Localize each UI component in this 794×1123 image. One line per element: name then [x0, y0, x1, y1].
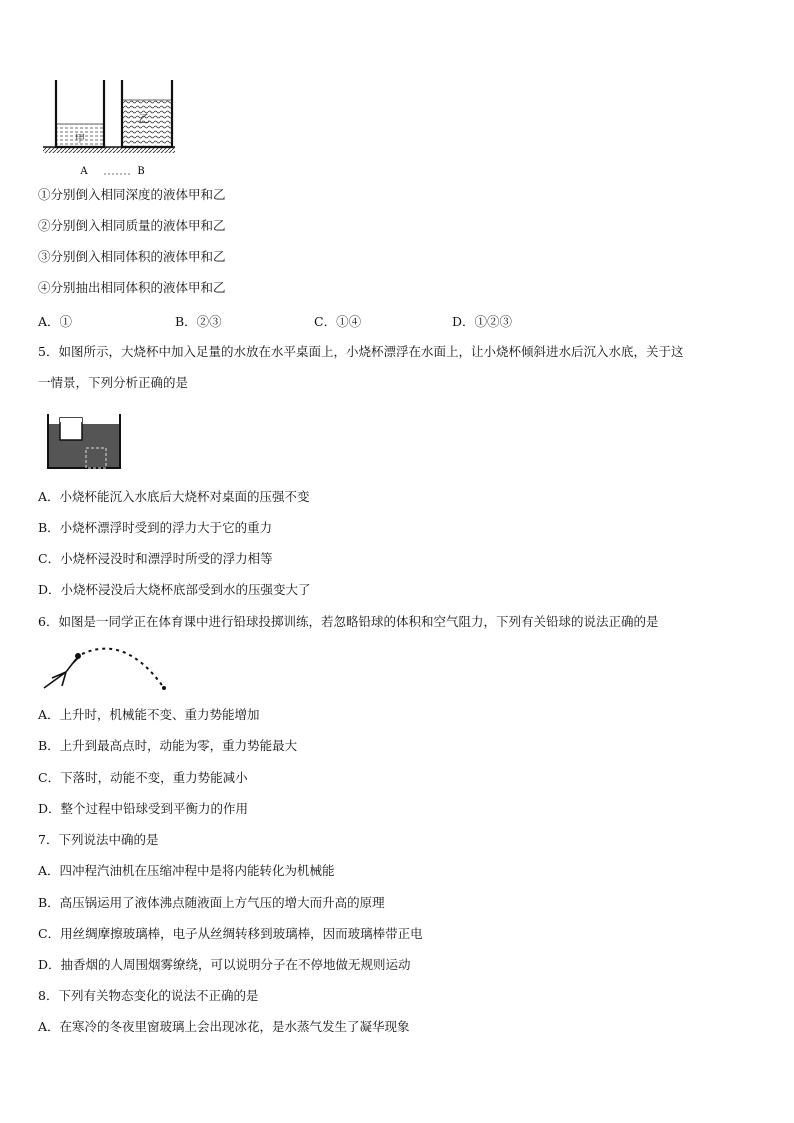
trajectory [82, 649, 164, 688]
q4-option-b[interactable]: B．②③ [175, 314, 222, 329]
liquid-b-label: 乙 [138, 112, 150, 125]
q6-option-d[interactable]: D．整个过程中铅球受到平衡力的作用 [38, 801, 249, 816]
q7-option-b[interactable]: B．高压锅运用了液体沸点随液面上方气压的增大而升高的原理 [38, 895, 385, 910]
q5-stem-line2: 一情景，下列分析正确的是 [38, 375, 189, 390]
q7-option-c[interactable]: C．用丝绸摩擦玻璃棒，电子从丝绸转移到玻璃棒，因而玻璃棒带正电 [38, 926, 423, 941]
beaker-figure [44, 410, 124, 472]
q6-option-c[interactable]: C．下落时，动能不变，重力势能减小 [38, 770, 248, 785]
liquid-a-label: 甲 [75, 134, 85, 145]
q4-option-a[interactable]: A．① [38, 314, 73, 329]
label-a: A [80, 166, 88, 177]
q8-option-a[interactable]: A．在寒冷的冬夜里窗玻璃上会出现冰花，是水蒸气发生了凝华现象 [38, 1019, 410, 1034]
q7-stem: 7．下列说法中确的是 [38, 832, 159, 847]
containers-figure [40, 74, 180, 178]
q4-item-3: ③分别倒入相同体积的液体甲和乙 [38, 249, 226, 264]
q4-option-c[interactable]: C．①④ [314, 314, 362, 329]
q5-option-c[interactable]: C．小烧杯浸没时和漂浮时所受的浮力相等 [38, 551, 273, 566]
label-b: B [137, 166, 145, 177]
q6-option-b[interactable]: B．上升到最高点时，动能为零，重力势能最大 [38, 738, 298, 753]
q4-item-2: ②分别倒入相同质量的液体甲和乙 [38, 218, 226, 233]
q7-option-a[interactable]: A．四冲程汽油机在压缩冲程中是将内能转化为机械能 [38, 863, 335, 878]
q4-item-1: ①分别倒入相同深度的液体甲和乙 [38, 187, 226, 202]
q4-option-d[interactable]: D．①②③ [452, 314, 513, 329]
q6-stem: 6．如图是一同学正在体育课中进行铅球投掷训练，若忽略铅球的体积和空气阻力，下列有关铅球的说法正确的是 [38, 614, 659, 629]
q5-option-d[interactable]: D．小烧杯浸没后大烧杯底部受到水的压强变大了 [38, 582, 311, 597]
q4-item-4: ④分别抽出相同体积的液体甲和乙 [38, 280, 226, 295]
q4-options [38, 312, 598, 330]
q5-stem-line1: 5．如图所示，大烧杯中加入足量的水放在水平桌面上，小烧杯漂浮在水面上，让小烧杯倾斜进水后沉入水底，关于这 [38, 344, 684, 359]
q7-option-d[interactable]: D．抽香烟的人周围烟雾缭绕，可以说明分子在不停地做无规则运动 [38, 957, 411, 972]
q5-option-a[interactable]: A．小烧杯能沉入水底后大烧杯对桌面的压强不变 [38, 489, 310, 504]
q8-stem: 8．下列有关物态变化的说法不正确的是 [38, 988, 259, 1003]
q5-option-b[interactable]: B．小烧杯漂浮时受到的浮力大于它的重力 [38, 520, 273, 535]
q6-option-a[interactable]: A．上升时，机械能不变、重力势能增加 [38, 707, 260, 722]
shot-put-figure [36, 642, 176, 694]
